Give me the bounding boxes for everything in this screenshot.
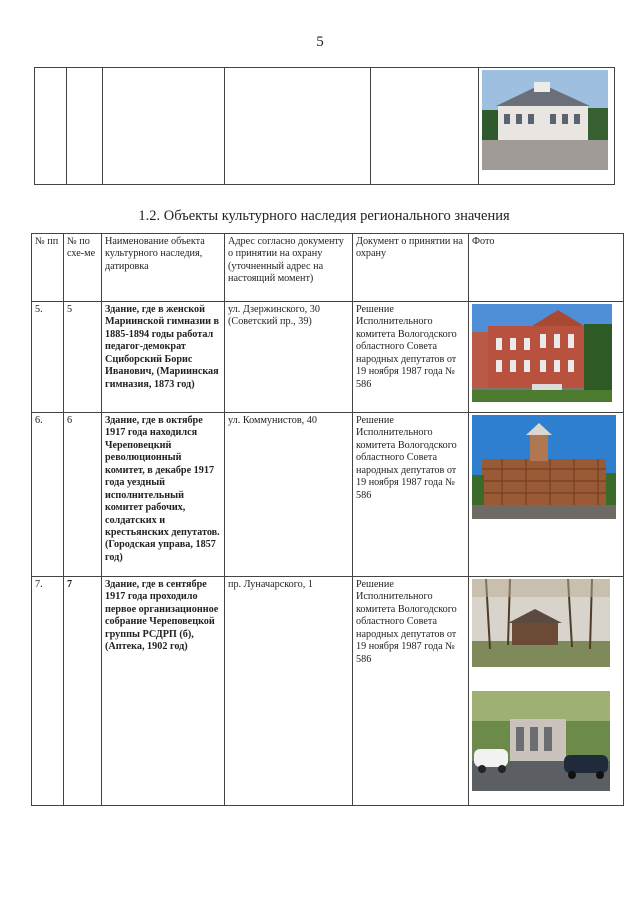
row-num: 6. (32, 413, 64, 577)
row-num: 7. (32, 577, 64, 806)
table-row (32, 413, 624, 577)
empty-cell (225, 68, 371, 185)
photo-cell (469, 413, 624, 577)
building-photo (472, 579, 610, 667)
row-scheme: 5 (64, 302, 102, 413)
protection-document: Решение Исполнительного комитета Вологодского областного Совета народных депутатов от 19 ноября 1987 года № 586 (353, 577, 469, 806)
building-photo (472, 691, 610, 791)
header-scheme: № по схе-ме (64, 234, 102, 302)
row-scheme: 7 (64, 577, 102, 806)
header-document: Документ о принятии на охрану (353, 234, 469, 302)
row-scheme: 6 (64, 413, 102, 577)
header-name: Наименование объекта культурного наследия, датировка (102, 234, 225, 302)
header-address: Адрес согласно документу о принятии на охрану (уточненный адрес на настоящий момент) (225, 234, 353, 302)
building-photo (472, 304, 612, 402)
building-photo (482, 70, 608, 170)
empty-cell (35, 68, 67, 185)
header-num: № пп (32, 234, 64, 302)
object-address: ул. Дзержинского, 30 (Советский пр., 39) (225, 302, 353, 413)
photo-cell (469, 577, 624, 806)
header-photo: Фото (469, 234, 624, 302)
section-title: 1.2. Объекты культурного наследия регионального значения (138, 208, 510, 224)
table-row (32, 302, 624, 413)
row-num: 5. (32, 302, 64, 413)
object-address: пр. Луначарского, 1 (225, 577, 353, 806)
object-name: Здание, где в женской Мариинской гимназии в 1885-1894 годы работал педагог-демократ Сциборский Борис Иванович, (Мариинская гимназия, 1873 год) (102, 302, 225, 413)
previous-table-continuation (34, 67, 615, 185)
protection-document: Решение Исполнительного комитета Вологодского областного Совета народных депутатов от 19 ноября 1987 года № 586 (353, 413, 469, 577)
table-row (35, 68, 615, 185)
page-number: 5 (316, 34, 324, 50)
table-row (32, 577, 624, 806)
empty-cell (67, 68, 103, 185)
photo-cell (469, 302, 624, 413)
empty-cell (371, 68, 479, 185)
object-name: Здание, где в октябре 1917 года находился Череповецкий революционный комитет, в декабре 1917 года уездный исполнительный комитет рабочих, солдатских и крестьянских депутатов. (Городская управа, 1857 год) (102, 413, 225, 577)
building-photo (472, 415, 616, 519)
empty-cell (103, 68, 225, 185)
protection-document: Решение Исполнительного комитета Вологодского областного Совета народных депутатов от 19 ноября 1987 года № 586 (353, 302, 469, 413)
table-header-row (32, 234, 624, 302)
object-name: Здание, где в сентябре 1917 года проходило первое организационное собрание Череповецкой группы РСДРП (б), (Аптека, 1902 год) (102, 577, 225, 806)
object-address: ул. Коммунистов, 40 (225, 413, 353, 577)
heritage-objects-table (31, 233, 624, 806)
photo-cell (479, 68, 615, 185)
